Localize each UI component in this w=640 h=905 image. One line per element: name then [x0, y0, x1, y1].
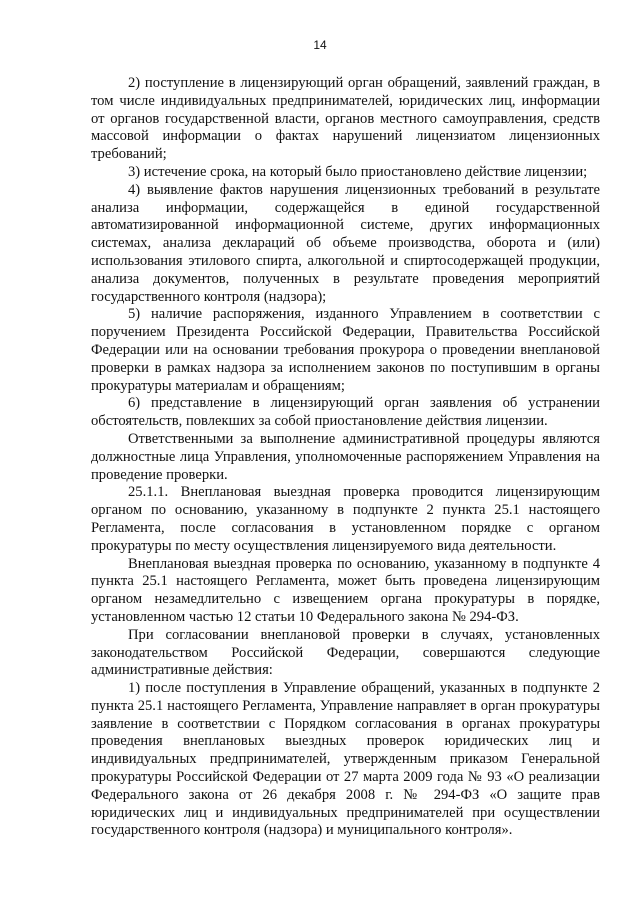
- paragraph-item-2: 2) поступление в лицензирующий орган обращений, заявлений граждан, в том числе индивидуальных предпринимателей, юридических лиц, информации от органов государственной власти, органов местного самоуправления, средств массовой информации о фактах нарушений лицензиатом лицензионных требований;: [91, 75, 600, 163]
- paragraph-action-1: 1) после поступления в Управление обращений, указанных в подпункте 2 пункта 25.1 настоящего Регламента, Управление направляет в орган прокуратуры заявление в соответствии с Порядком согласования в органах прокуратуры проведения внеплановых выездных проверок юридических лиц и индивидуальных предпринимателей, утвержденным приказом Генеральной прокуратуры Российской Федерации от 27 марта 2009 года № 93 «О реализации Федерального закона от 26 декабря 2008 г. № 294-ФЗ «О защите прав юридических лиц и индивидуальных предпринимателей при осуществлении государственного контроля (надзора) и муниципального контроля».: [91, 680, 600, 839]
- paragraph-unscheduled-inspection: Внеплановая выездная проверка по основанию, указанному в подпункте 4 пункта 25.1 настоящего Регламента, может быть проведена лицензирующим органом незамедлительно с извещением органа прокуратуры в порядке, установленном частью 12 статьи 10 Федерального закона № 294-ФЗ.: [91, 555, 600, 625]
- paragraph-approval-actions: При согласовании внеплановой проверки в случаях, установленных законодательством Российской Федерации, совершаются следующие административные действия:: [91, 626, 600, 679]
- paragraph-item-5: 5) наличие распоряжения, изданного Управлением в соответствии с поручением Президента Российской Федерации, Правительства Российской Федерации или на основании требования прокурора о проведении внеплановой проверки в рамках надзора за исполнением законов по поступившим в органы прокуратуры материалам и обращениям;: [91, 306, 600, 394]
- paragraph-item-6: 6) представление в лицензирующий орган заявления об устранении обстоятельств, повлекших за собой приостановление действия лицензии.: [91, 395, 600, 430]
- paragraph-item-3: 3) истечение срока, на который было приостановлено действие лицензии;: [128, 163, 588, 180]
- paragraph-item-4: 4) выявление фактов нарушения лицензионных требований в результате анализа информации, содержащейся в единой государственной автоматизированной информационной системе, других информационных системах, анализа деклараций об объеме производства, оборота и (или) использования этилового спирта, алкогольной и спиртосодержащей продукции, анализа документов, полученных в результате проведения мероприятий государственного контроля (надзора);: [91, 181, 600, 305]
- document-body: [91, 75, 600, 840]
- paragraph-responsible-persons: Ответственными за выполнение административной процедуры являются должностные лица Управления, уполномоченные распоряжением Управления на проведение проверки.: [91, 430, 600, 483]
- paragraph-25-1-1: 25.1.1. Внеплановая выездная проверка проводится лицензирующим органом по основанию, указанному в подпункте 2 пункта 25.1 настоящего Регламента, после согласования в установленном порядке с органом прокуратуры по месту осуществления лицензируемого вида деятельности.: [91, 484, 600, 554]
- page-number: 14: [313, 38, 327, 52]
